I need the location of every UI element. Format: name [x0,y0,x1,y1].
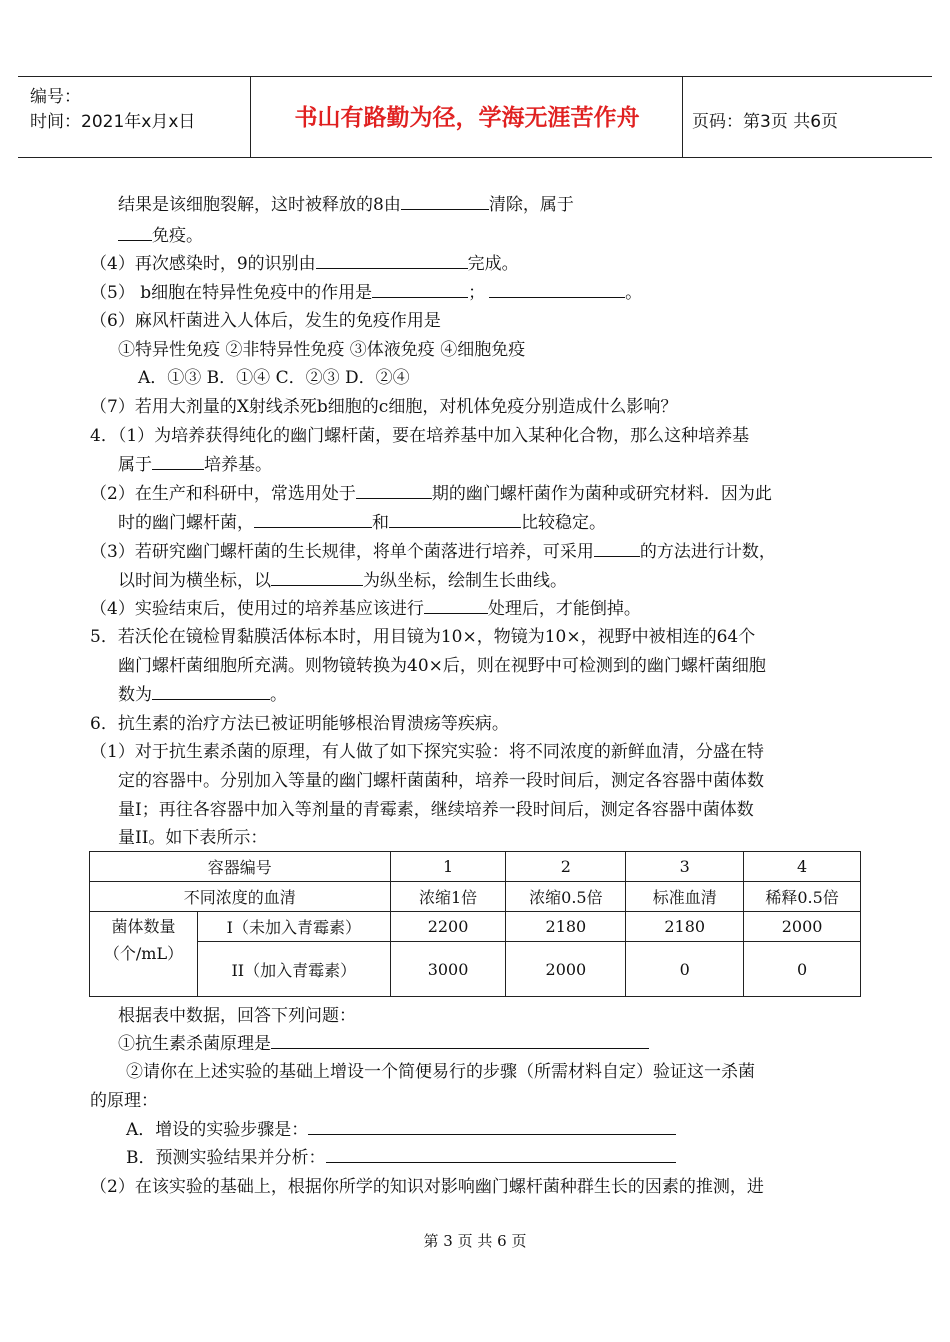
table-cell: 2180 [626,912,744,942]
text-line: （4）实验结束后，使用过的培养基应该进行 处理后，才能倒掉。 [90,599,641,619]
text-line: 数为 。 [118,685,287,705]
table-cell: 2200 [390,912,506,942]
motto: 书山有路勤为径，学海无涯苦作舟 [294,105,640,131]
page-footer: 第 3 页 共 6 页 [423,1232,527,1250]
table-cell: 2180 [506,912,626,942]
text-line: （5） b细胞在特异性免疫中的作用是 ； 。 [90,283,643,303]
answer-blank[interactable] [152,683,270,700]
text-line: 免疫。 [118,224,203,248]
text-line: 根据表中数据，回答下列问题： [118,1006,356,1026]
table-header: I（未加入青霉素） [197,912,390,942]
text-line: 以时间为横坐标，以 为纵坐标，绘制生长曲线。 [118,571,567,591]
text-line: （4）再次感染时，9的识别由 完成。 [90,254,519,274]
text-line: 量II。如下表所示： [118,828,268,848]
table-row [90,942,861,997]
table-header: 容器编号 [90,852,391,882]
answer-blank[interactable] [424,597,488,614]
answer-blank[interactable] [372,281,468,298]
answer-blank[interactable] [401,193,489,210]
table-header: II（加入青霉素） [197,942,390,997]
table-cell: 2 [506,852,626,882]
answer-blank[interactable] [489,281,625,298]
header-meta [30,85,195,135]
table-cell: 4 [744,852,861,882]
answer-choices: A．①③ B．①④ C．②③ D．②④ [138,368,410,388]
text-line: 6．抗生素的治疗方法已被证明能够根治胃溃疡等疾病。 [90,714,509,734]
table-cell: 浓缩0.5倍 [506,882,626,912]
text-line: 的原理： [90,1091,158,1111]
text-line: （3）若研究幽门螺杆菌的生长规律，将单个菌落进行培养，可采用 的方法进行计数， [90,542,776,562]
text-line: （7）若用大剂量的X射线杀死b细胞的c细胞，对机体免疫分别造成什么影响？ [90,397,678,417]
text-line: 量I；再往各容器中加入等剂量的青霉素，继续培养一段时间后，测定各容器中菌体数 [118,800,754,820]
answer-blank[interactable] [356,482,432,499]
answer-blank[interactable] [254,511,372,528]
text-line: 时的幽门螺杆菌， 和 比较稳定。 [118,513,606,533]
table-header: 不同浓度的血清 [90,882,391,912]
page-label: 页码：第3页 共6页 [692,112,839,132]
table-cell: 1 [390,852,506,882]
time-label: 时间：2021年x月x日 [30,112,196,132]
text-line: ②请你在上述实验的基础上增设一个简便易行的步骤（所需材料自定）验证这一杀菌 [126,1062,755,1082]
table-header: 菌体数量 （个/mL） [90,912,198,997]
text-line: 属于 培养基。 [118,455,272,475]
text-line: （2）在该实验的基础上，根据你所学的知识对影响幽门螺杆菌种群生长的因素的推测，进 [90,1177,764,1197]
table-cell: 2000 [744,912,861,942]
text-line: 幽门螺杆菌细胞所充满。则物镜转换为40×后，则在视野中可检测到的幽门螺杆菌细胞 [118,656,766,676]
answer-blank[interactable] [389,511,521,528]
answer-blank[interactable] [326,1146,676,1163]
answer-blank[interactable] [316,252,468,269]
answer-blank[interactable] [308,1118,676,1135]
data-table [89,851,861,997]
answer-blank[interactable] [118,224,152,241]
table-row [90,852,861,882]
table-cell: 0 [626,942,744,997]
table-cell: 标准血清 [626,882,744,912]
text-line: ①特异性免疫 ②非特异性免疫 ③体液免疫 ④细胞免疫 [118,340,526,360]
document-header [18,76,932,158]
table-row [90,912,861,942]
text-line: 定的容器中。分别加入等量的幽门螺杆菌菌种，培养一段时间后，测定各容器中菌体数 [118,771,764,791]
table-cell: 0 [744,942,861,997]
text-line: B．预测实验结果并分析： [126,1146,676,1170]
table-cell: 2000 [506,942,626,997]
answer-blank[interactable] [271,1032,649,1049]
text-line: （2）在生产和科研中，常选用处于 期的幽门螺杆菌作为菌种或研究材料．因为此 [90,484,772,504]
text-line: A．增设的实验步骤是： [126,1118,676,1142]
table-cell: 稀释0.5倍 [744,882,861,912]
table-cell: 浓缩1倍 [390,882,506,912]
text-line: （1）对于抗生素杀菌的原理，有人做了如下探究实验：将不同浓度的新鲜血清，分盛在特 [90,742,764,762]
text-line: 结果是该细胞裂解，这时被释放的8由 清除，属于 [118,195,574,215]
number-label: 编号： [30,87,81,107]
table-row [90,882,861,912]
header-divider [682,77,683,157]
table-cell: 3 [626,852,744,882]
table-cell: 3000 [390,942,506,997]
header-divider [250,77,251,157]
text-line: ①抗生素杀菌原理是 [118,1032,649,1056]
text-line: 5．若沃伦在镜检胃黏膜活体标本时，用目镜为10×，物镜为10×，视野中被相连的64个 [90,627,756,647]
answer-blank[interactable] [271,569,363,586]
text-line: 4．（1）为培养获得纯化的幽门螺杆菌，要在培养基中加入某种化合物，那么这种培养基 [90,426,750,446]
answer-blank[interactable] [152,453,204,470]
text-line: （6）麻风杆菌进入人体后，发生的免疫作用是 [90,311,441,331]
answer-blank[interactable] [594,540,640,557]
